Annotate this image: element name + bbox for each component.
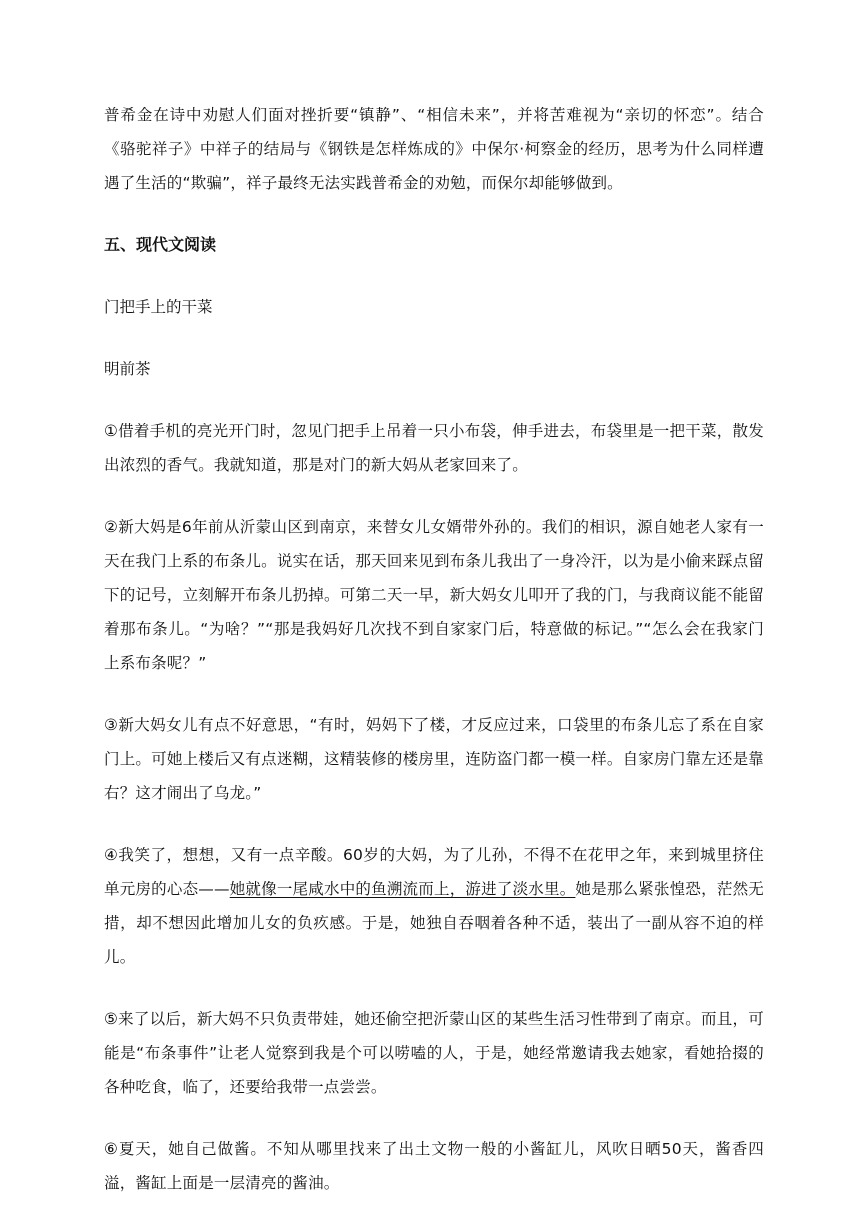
article-author: 明前茶	[104, 360, 151, 378]
article-paragraph-6: ⑥夏天，她自己做酱。不知从哪里找来了出土文物一般的小酱缸儿，风吹日晒50天，酱香四溢，酱缸上面是一层清亮的酱油。	[104, 1140, 764, 1192]
document-page	[104, 98, 764, 1200]
article-paragraph-5: ⑤来了以后，新大妈不只负责带娃，她还偷空把沂蒙山区的某些生活习性带到了南京。而且，可能是“布条事件”让老人觉察到我是个可以唠嗑的人，于是，她经常邀请我去她家，看她拾掇的各种吃食，临了，还要给我带一点尝尝。	[104, 1010, 764, 1096]
section-heading: 五、现代文阅读	[104, 235, 217, 254]
article-paragraph-3: ③新大妈女儿有点不好意思，“有时，妈妈下了楼，才反应过来，口袋里的布条儿忘了系在自家门上。可她上楼后又有点迷糊，这精装修的楼房里，连防盗门都一模一样。自家房门靠左还是靠右？这才闹出了乌龙。”	[104, 716, 764, 802]
article-paragraph-2: ②新大妈是6年前从沂蒙山区到南京，来替女儿女婿带外孙的。我们的相识，源自她老人家有一天在我门上系的布条儿。说实在话，那天回来见到布条儿我出了一身冷汗，以为是小偷来踩点留下的记号，立刻解开布条儿扔掉。可第二天一早，新大妈女儿叩开了我的门，与我商议能不能留着那布条儿。“为啥？”“那是我妈好几次找不到自家家门后，特意做的标记。”“怎么会在我家门上系布条呢？”	[104, 518, 764, 672]
article-paragraph-4	[104, 838, 764, 974]
paragraph-4-text-after: 她是那么紧张惶恐，茫然无措，却不想因此增加儿女的负疚感。于是，她独自吞咽着各种不适，装出了一副从容不迫的样儿。	[104, 880, 764, 966]
question-paragraph: 普希金在诗中劝慰人们面对挫折要“镇静”、“相信未来”，并将苦难视为“亲切的怀恋”。结合《骆驼祥子》中祥子的结局与《钢铁是怎样炼成的》中保尔·柯察金的经历，思考为什么同样遭遇了生活的“欺骗”，祥子最终无法实践普希金的劝勉，而保尔却能够做到。	[104, 106, 764, 192]
article-title: 门把手上的干菜	[104, 298, 213, 316]
paragraph-4-text-before: ④我笑了，想想，又有一点辛酸。60岁的大妈，为了儿孙，不得不在花甲之年，来到城里挤住单元房的心态——	[104, 846, 764, 898]
article-paragraph-1: ①借着手机的亮光开门时，忽见门把手上吊着一只小布袋，伸手进去，布袋里是一把干菜，散发出浓烈的香气。我就知道，那是对门的新大妈从老家回来了。	[104, 422, 764, 474]
underlined-sentence: 她就像一尾咸水中的鱼溯流而上，游进了淡水里。	[229, 880, 576, 898]
